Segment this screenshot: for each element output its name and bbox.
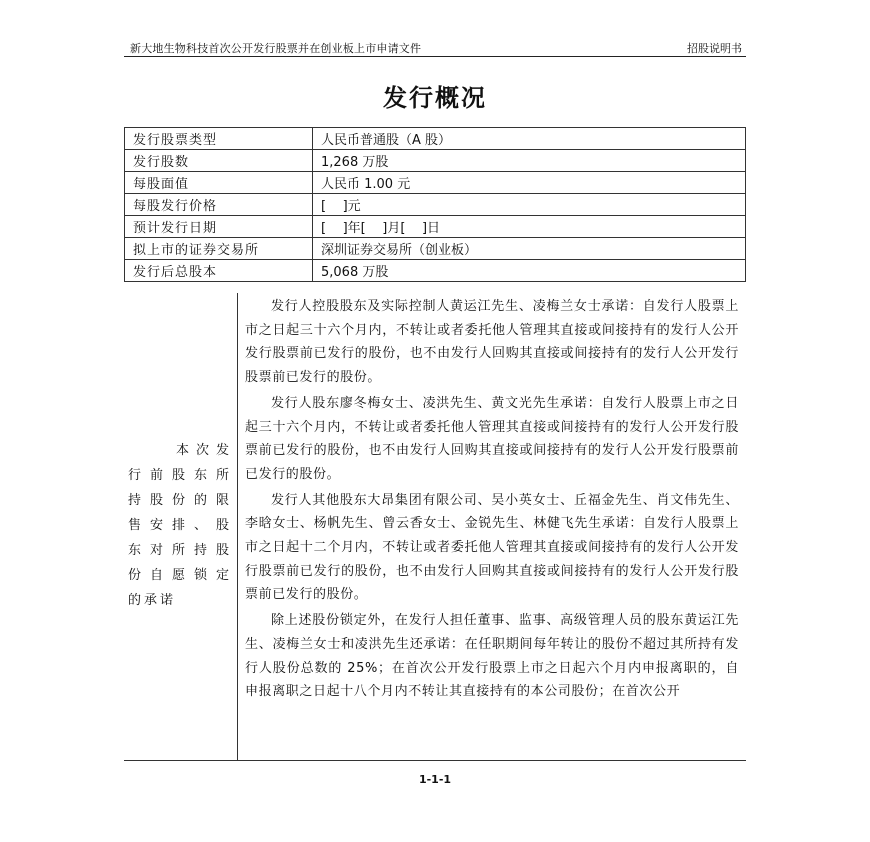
commitment-paragraph: 发行人其他股东大昂集团有限公司、吴小英女士、丘福金先生、肖文伟先生、李晗女士、杨帆先生、曾云香女士、金锐先生、林健飞先生承诺：自发行人股票上市之日起十二个月内，不转让或者委托他人管理其直接或间接持有的发行人公开发行股票前已发行的股份，也不由发行人回购其直接或间接持有的发行人公开发行股票前已发行的股份。 <box>245 492 739 603</box>
row-key: 预计发行日期 <box>125 216 313 238</box>
lockup-label-line: 东对所持股 <box>128 543 232 558</box>
row-value: 深圳证券交易所（创业板） <box>313 238 746 260</box>
lockup-label-line: 份自愿锁定 <box>128 568 232 583</box>
row-key: 发行股数 <box>125 150 313 172</box>
header-document-title: 新大地生物科技首次公开发行股票并在创业板上市申请文件 <box>130 42 422 55</box>
row-value: [ ]元 <box>313 194 746 216</box>
row-key: 拟上市的证券交易所 <box>125 238 313 260</box>
table-row <box>125 260 746 282</box>
table-row <box>125 172 746 194</box>
commitment-paragraph: 发行人股东廖冬梅女士、凌洪先生、黄文光先生承诺：自发行人股票上市之日起三十六个月内，不转让或者委托他人管理其直接或间接持有的发行人公开发行股票前已发行的股份，也不由发行人回购其直接或间接持有的发行人公开发行股票前已发行的股份。 <box>245 395 739 482</box>
table-row <box>125 194 746 216</box>
lockup-label-line: 的承诺 <box>128 593 177 608</box>
page-title: 发行概况 <box>383 84 487 112</box>
table-row <box>125 128 746 150</box>
row-value: 1,268 万股 <box>313 150 746 172</box>
header-document-type: 招股说明书 <box>687 42 742 55</box>
row-value: 人民币 1.00 元 <box>313 172 746 194</box>
table-row <box>125 150 746 172</box>
table-row <box>125 216 746 238</box>
offering-info-table <box>124 127 746 282</box>
commitment-paragraph: 发行人控股股东及实际控制人黄运江先生、凌梅兰女士承诺：自发行人股票上市之日起三十六个月内，不转让或者委托他人管理其直接或间接持有的发行人公开发行股票前已发行的股份，也不由发行人回购其直接或间接持有的发行人公开发行股票前已发行的股份。 <box>245 299 739 386</box>
row-key: 每股发行价格 <box>125 194 313 216</box>
lockup-label-line: 行前股东所 <box>128 468 232 483</box>
row-key: 每股面值 <box>125 172 313 194</box>
row-key: 发行后总股本 <box>125 260 313 282</box>
lockup-commitment-section <box>124 293 746 761</box>
lockup-label-line: 持股份的限 <box>128 493 232 508</box>
row-value: [ ]年[ ]月[ ]日 <box>313 216 746 238</box>
lockup-label-line: 售安排、股 <box>128 518 232 533</box>
row-value: 人民币普通股（A 股） <box>313 128 746 150</box>
commitment-paragraph: 除上述股份锁定外，在发行人担任董事、监事、高级管理人员的股东黄运江先生、凌梅兰女士和凌洪先生还承诺：在任职期间每年转让的股份不超过其所持有发行人股份总数的 25%；在首次公开发行股票上市之日起六个月内申报离职的，自申报离职之日起十八个月内不转让其直接持有的本公司股份；在首次公开 <box>245 613 739 700</box>
column-divider <box>237 293 238 760</box>
row-value: 5,068 万股 <box>313 260 746 282</box>
lockup-label <box>128 438 232 613</box>
lockup-content <box>245 295 739 706</box>
page-header <box>124 38 746 57</box>
lockup-label-line: 本次发 <box>176 443 232 458</box>
row-key: 发行股票类型 <box>125 128 313 150</box>
page-number: 1-1-1 <box>418 773 452 786</box>
table-row <box>125 238 746 260</box>
